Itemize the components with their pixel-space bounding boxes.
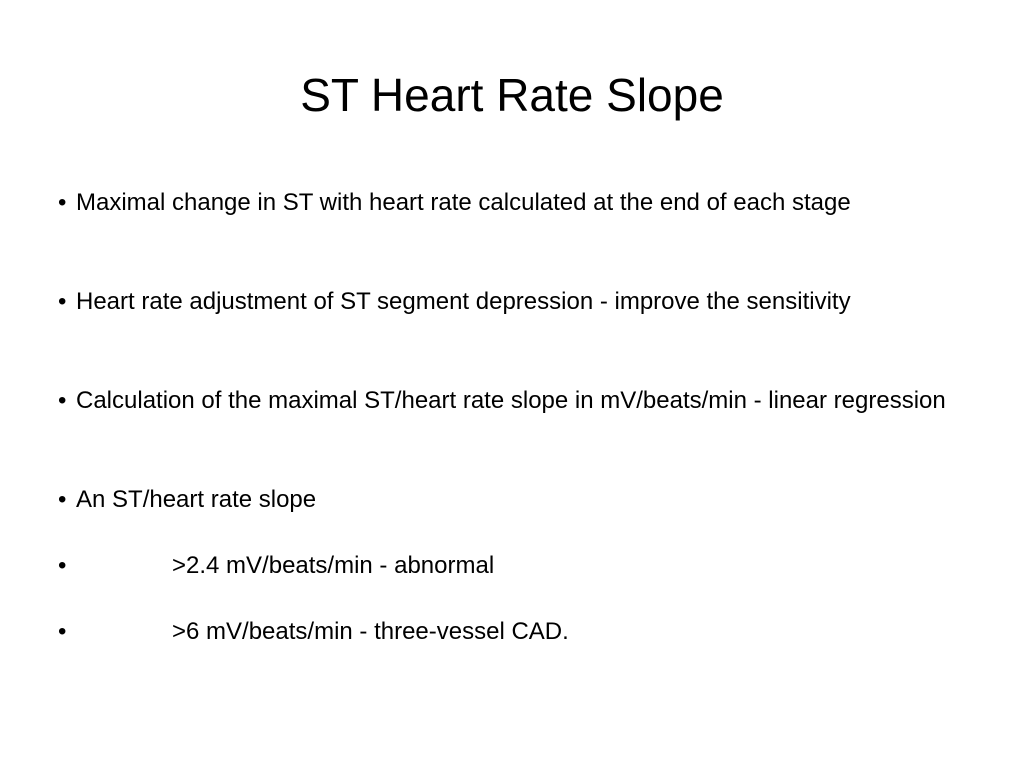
bullet-text: Heart rate adjustment of ST segment depression - improve the sensitivity: [76, 288, 851, 315]
bullet-dot: •: [58, 189, 67, 216]
bullet-text: An ST/heart rate slope: [76, 486, 317, 513]
bullet-dot: •: [58, 387, 67, 414]
sub-bullet-text: >2.4 mV/beats/min - abnormal: [172, 552, 495, 579]
bullet-item-calculation: [58, 384, 978, 418]
sub-bullet-text: >6 mV/beats/min - three-vessel CAD.: [172, 618, 569, 645]
bullet-text: Maximal change in ST with heart rate calculated at the end of each stage: [76, 189, 851, 216]
bullet-dot: •: [58, 288, 67, 315]
bullet-dot: •: [58, 486, 67, 513]
slide-title: ST Heart Rate Slope: [300, 69, 724, 121]
bullet-item-heart-rate-adjustment: [58, 285, 978, 319]
bullet-dot: •: [58, 552, 67, 579]
bullet-item-maximal-change: [58, 186, 978, 220]
bullet-item-slope: [58, 483, 978, 517]
bullet-text: Calculation of the maximal ST/heart rate slope in mV/beats/min - linear regression: [76, 387, 946, 414]
bullet-dot: •: [58, 618, 67, 645]
